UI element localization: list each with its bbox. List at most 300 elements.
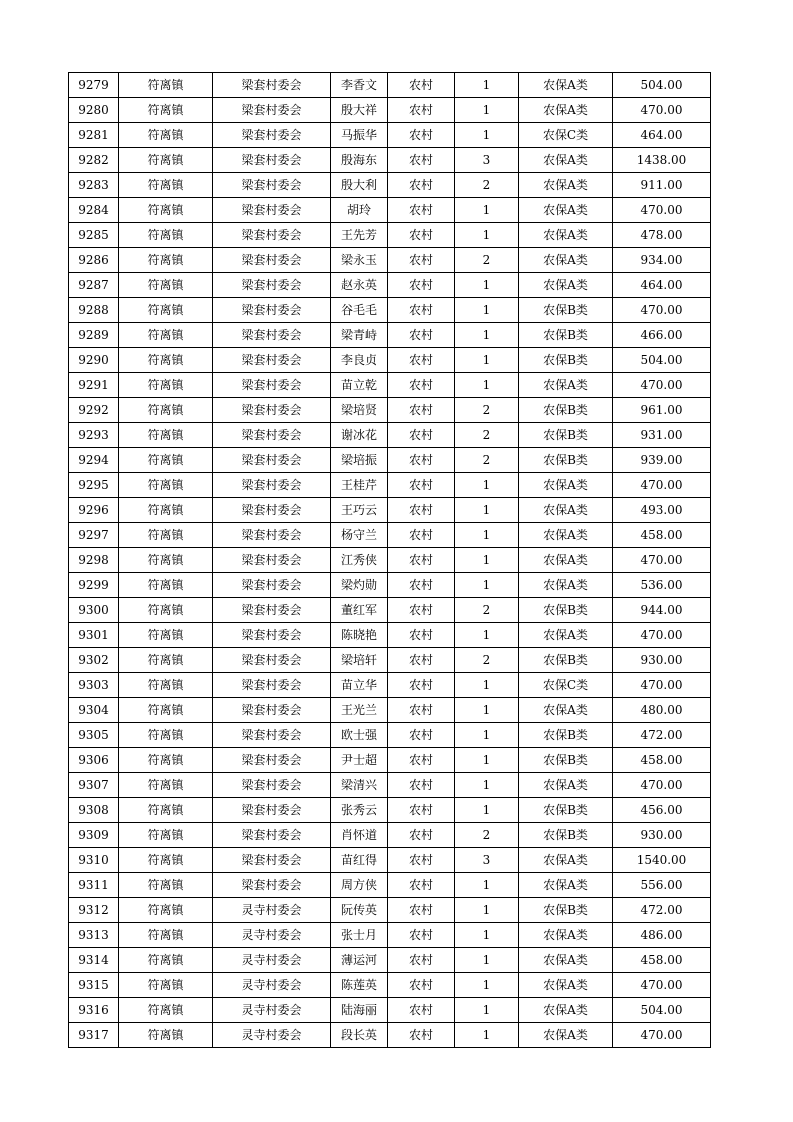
- row-number-cell: 9309: [69, 823, 119, 848]
- table-row: [69, 423, 711, 448]
- household-count-cell: 1: [455, 373, 519, 398]
- household-count-cell: 1: [455, 623, 519, 648]
- insurance-category-cell: 农保A类: [519, 198, 613, 223]
- amount-cell: 493.00: [613, 498, 711, 523]
- amount-cell: 464.00: [613, 273, 711, 298]
- name-cell: 段长英: [331, 1023, 388, 1048]
- amount-cell: 472.00: [613, 898, 711, 923]
- town-cell: 符离镇: [119, 523, 213, 548]
- village-committee-cell: 灵寺村委会: [213, 1023, 331, 1048]
- household-count-cell: 1: [455, 298, 519, 323]
- name-cell: 张士月: [331, 923, 388, 948]
- name-cell: 阮传英: [331, 898, 388, 923]
- row-number-cell: 9296: [69, 498, 119, 523]
- household-count-cell: 3: [455, 848, 519, 873]
- insurance-category-cell: 农保A类: [519, 498, 613, 523]
- table-row: [69, 873, 711, 898]
- row-number-cell: 9294: [69, 448, 119, 473]
- table-row: [69, 773, 711, 798]
- row-number-cell: 9304: [69, 698, 119, 723]
- insurance-category-cell: 农保A类: [519, 923, 613, 948]
- amount-cell: 478.00: [613, 223, 711, 248]
- name-cell: 张秀云: [331, 798, 388, 823]
- town-cell: 符离镇: [119, 773, 213, 798]
- village-committee-cell: 梁套村委会: [213, 198, 331, 223]
- area-type-cell: 农村: [388, 373, 455, 398]
- area-type-cell: 农村: [388, 723, 455, 748]
- row-number-cell: 9292: [69, 398, 119, 423]
- household-count-cell: 2: [455, 448, 519, 473]
- village-committee-cell: 梁套村委会: [213, 873, 331, 898]
- insurance-category-cell: 农保A类: [519, 973, 613, 998]
- table-row: [69, 473, 711, 498]
- household-count-cell: 1: [455, 198, 519, 223]
- insurance-category-cell: 农保B类: [519, 348, 613, 373]
- amount-cell: 470.00: [613, 973, 711, 998]
- village-committee-cell: 梁套村委会: [213, 223, 331, 248]
- town-cell: 符离镇: [119, 923, 213, 948]
- row-number-cell: 9279: [69, 73, 119, 98]
- village-committee-cell: 梁套村委会: [213, 298, 331, 323]
- insurance-category-cell: 农保B类: [519, 598, 613, 623]
- amount-cell: 1540.00: [613, 848, 711, 873]
- village-committee-cell: 梁套村委会: [213, 848, 331, 873]
- town-cell: 符离镇: [119, 648, 213, 673]
- insurance-category-cell: 农保B类: [519, 298, 613, 323]
- row-number-cell: 9317: [69, 1023, 119, 1048]
- insurance-category-cell: 农保B类: [519, 748, 613, 773]
- insurance-category-cell: 农保B类: [519, 448, 613, 473]
- table-row: [69, 848, 711, 873]
- insurance-category-cell: 农保A类: [519, 998, 613, 1023]
- table-row: [69, 248, 711, 273]
- town-cell: 符离镇: [119, 373, 213, 398]
- name-cell: 江秀侠: [331, 548, 388, 573]
- name-cell: 陆海丽: [331, 998, 388, 1023]
- table-row: [69, 373, 711, 398]
- amount-cell: 911.00: [613, 173, 711, 198]
- amount-cell: 458.00: [613, 523, 711, 548]
- row-number-cell: 9302: [69, 648, 119, 673]
- amount-cell: 934.00: [613, 248, 711, 273]
- table-row: [69, 973, 711, 998]
- row-number-cell: 9293: [69, 423, 119, 448]
- insurance-category-cell: 农保B类: [519, 898, 613, 923]
- table-row: [69, 998, 711, 1023]
- village-committee-cell: 梁套村委会: [213, 748, 331, 773]
- village-committee-cell: 梁套村委会: [213, 798, 331, 823]
- village-committee-cell: 梁套村委会: [213, 523, 331, 548]
- household-count-cell: 1: [455, 223, 519, 248]
- area-type-cell: 农村: [388, 523, 455, 548]
- household-count-cell: 1: [455, 98, 519, 123]
- village-committee-cell: 梁套村委会: [213, 623, 331, 648]
- household-count-cell: 1: [455, 523, 519, 548]
- village-committee-cell: 灵寺村委会: [213, 998, 331, 1023]
- area-type-cell: 农村: [388, 323, 455, 348]
- insurance-category-cell: 农保A类: [519, 98, 613, 123]
- household-count-cell: 1: [455, 723, 519, 748]
- name-cell: 肖怀道: [331, 823, 388, 848]
- amount-cell: 939.00: [613, 448, 711, 473]
- name-cell: 苗立华: [331, 673, 388, 698]
- table-row: [69, 623, 711, 648]
- village-committee-cell: 梁套村委会: [213, 473, 331, 498]
- household-count-cell: 1: [455, 1023, 519, 1048]
- village-committee-cell: 梁套村委会: [213, 773, 331, 798]
- village-committee-cell: 灵寺村委会: [213, 948, 331, 973]
- household-count-cell: 2: [455, 648, 519, 673]
- area-type-cell: 农村: [388, 973, 455, 998]
- area-type-cell: 农村: [388, 223, 455, 248]
- insurance-category-cell: 农保B类: [519, 798, 613, 823]
- name-cell: 尹士超: [331, 748, 388, 773]
- insurance-category-cell: 农保A类: [519, 1023, 613, 1048]
- amount-cell: 931.00: [613, 423, 711, 448]
- amount-cell: 464.00: [613, 123, 711, 148]
- household-count-cell: 1: [455, 573, 519, 598]
- area-type-cell: 农村: [388, 548, 455, 573]
- insurance-category-cell: 农保B类: [519, 723, 613, 748]
- table-row: [69, 398, 711, 423]
- row-number-cell: 9291: [69, 373, 119, 398]
- name-cell: 梁青峙: [331, 323, 388, 348]
- town-cell: 符离镇: [119, 748, 213, 773]
- area-type-cell: 农村: [388, 873, 455, 898]
- area-type-cell: 农村: [388, 923, 455, 948]
- amount-cell: 458.00: [613, 748, 711, 773]
- insurance-category-cell: 农保A类: [519, 223, 613, 248]
- table-row: [69, 223, 711, 248]
- name-cell: 苗立乾: [331, 373, 388, 398]
- area-type-cell: 农村: [388, 348, 455, 373]
- row-number-cell: 9284: [69, 198, 119, 223]
- household-count-cell: 1: [455, 748, 519, 773]
- household-count-cell: 1: [455, 773, 519, 798]
- amount-cell: 470.00: [613, 198, 711, 223]
- amount-cell: 504.00: [613, 998, 711, 1023]
- row-number-cell: 9280: [69, 98, 119, 123]
- town-cell: 符离镇: [119, 398, 213, 423]
- row-number-cell: 9312: [69, 898, 119, 923]
- table-row: [69, 573, 711, 598]
- household-count-cell: 1: [455, 123, 519, 148]
- household-count-cell: 1: [455, 798, 519, 823]
- amount-cell: 556.00: [613, 873, 711, 898]
- row-number-cell: 9295: [69, 473, 119, 498]
- town-cell: 符离镇: [119, 73, 213, 98]
- household-count-cell: 1: [455, 923, 519, 948]
- table-row: [69, 723, 711, 748]
- town-cell: 符离镇: [119, 873, 213, 898]
- village-committee-cell: 梁套村委会: [213, 173, 331, 198]
- row-number-cell: 9310: [69, 848, 119, 873]
- village-committee-cell: 梁套村委会: [213, 498, 331, 523]
- town-cell: 符离镇: [119, 473, 213, 498]
- row-number-cell: 9307: [69, 773, 119, 798]
- row-number-cell: 9297: [69, 523, 119, 548]
- amount-cell: 456.00: [613, 798, 711, 823]
- table-row: [69, 448, 711, 473]
- row-number-cell: 9289: [69, 323, 119, 348]
- town-cell: 符离镇: [119, 1023, 213, 1048]
- village-committee-cell: 梁套村委会: [213, 673, 331, 698]
- table-row: [69, 348, 711, 373]
- village-committee-cell: 梁套村委会: [213, 148, 331, 173]
- name-cell: 梁培轩: [331, 648, 388, 673]
- row-number-cell: 9313: [69, 923, 119, 948]
- table-row: [69, 298, 711, 323]
- town-cell: 符离镇: [119, 148, 213, 173]
- insurance-category-cell: 农保B类: [519, 823, 613, 848]
- row-number-cell: 9299: [69, 573, 119, 598]
- row-number-cell: 9303: [69, 673, 119, 698]
- town-cell: 符离镇: [119, 698, 213, 723]
- table-row: [69, 73, 711, 98]
- insurance-category-cell: 农保A类: [519, 173, 613, 198]
- name-cell: 梁永玉: [331, 248, 388, 273]
- town-cell: 符离镇: [119, 973, 213, 998]
- insurance-category-cell: 农保A类: [519, 573, 613, 598]
- insurance-category-cell: 农保B类: [519, 398, 613, 423]
- area-type-cell: 农村: [388, 298, 455, 323]
- name-cell: 谷毛毛: [331, 298, 388, 323]
- area-type-cell: 农村: [388, 148, 455, 173]
- village-committee-cell: 梁套村委会: [213, 348, 331, 373]
- town-cell: 符离镇: [119, 798, 213, 823]
- table-row: [69, 1023, 711, 1048]
- amount-cell: 470.00: [613, 673, 711, 698]
- area-type-cell: 农村: [388, 823, 455, 848]
- row-number-cell: 9314: [69, 948, 119, 973]
- name-cell: 李香文: [331, 73, 388, 98]
- amount-cell: 944.00: [613, 598, 711, 623]
- insurance-category-cell: 农保A类: [519, 848, 613, 873]
- amount-cell: 470.00: [613, 298, 711, 323]
- household-count-cell: 2: [455, 173, 519, 198]
- village-committee-cell: 梁套村委会: [213, 323, 331, 348]
- name-cell: 梁清兴: [331, 773, 388, 798]
- village-committee-cell: 灵寺村委会: [213, 973, 331, 998]
- area-type-cell: 农村: [388, 1023, 455, 1048]
- town-cell: 符离镇: [119, 173, 213, 198]
- name-cell: 欧士强: [331, 723, 388, 748]
- row-number-cell: 9308: [69, 798, 119, 823]
- amount-cell: 961.00: [613, 398, 711, 423]
- row-number-cell: 9298: [69, 548, 119, 573]
- village-committee-cell: 梁套村委会: [213, 123, 331, 148]
- area-type-cell: 农村: [388, 948, 455, 973]
- amount-cell: 504.00: [613, 73, 711, 98]
- amount-cell: 470.00: [613, 548, 711, 573]
- insurance-category-cell: 农保A类: [519, 373, 613, 398]
- household-count-cell: 3: [455, 148, 519, 173]
- town-cell: 符离镇: [119, 598, 213, 623]
- town-cell: 符离镇: [119, 498, 213, 523]
- amount-cell: 930.00: [613, 823, 711, 848]
- row-number-cell: 9282: [69, 148, 119, 173]
- name-cell: 殷海东: [331, 148, 388, 173]
- table-row: [69, 273, 711, 298]
- town-cell: 符离镇: [119, 223, 213, 248]
- town-cell: 符离镇: [119, 323, 213, 348]
- area-type-cell: 农村: [388, 748, 455, 773]
- name-cell: 王巧云: [331, 498, 388, 523]
- town-cell: 符离镇: [119, 248, 213, 273]
- table-row: [69, 748, 711, 773]
- table-row: [69, 898, 711, 923]
- insurance-category-cell: 农保B类: [519, 423, 613, 448]
- amount-cell: 470.00: [613, 373, 711, 398]
- household-count-cell: 2: [455, 598, 519, 623]
- amount-cell: 470.00: [613, 98, 711, 123]
- area-type-cell: 农村: [388, 648, 455, 673]
- amount-cell: 486.00: [613, 923, 711, 948]
- row-number-cell: 9286: [69, 248, 119, 273]
- name-cell: 王先芳: [331, 223, 388, 248]
- name-cell: 梁灼勋: [331, 573, 388, 598]
- amount-cell: 470.00: [613, 1023, 711, 1048]
- table-row: [69, 98, 711, 123]
- town-cell: 符离镇: [119, 298, 213, 323]
- name-cell: 杨守兰: [331, 523, 388, 548]
- area-type-cell: 农村: [388, 198, 455, 223]
- area-type-cell: 农村: [388, 273, 455, 298]
- town-cell: 符离镇: [119, 123, 213, 148]
- row-number-cell: 9306: [69, 748, 119, 773]
- amount-cell: 470.00: [613, 473, 711, 498]
- row-number-cell: 9288: [69, 298, 119, 323]
- table-row: [69, 523, 711, 548]
- row-number-cell: 9316: [69, 998, 119, 1023]
- village-committee-cell: 梁套村委会: [213, 398, 331, 423]
- amount-cell: 458.00: [613, 948, 711, 973]
- town-cell: 符离镇: [119, 448, 213, 473]
- name-cell: 殷大利: [331, 173, 388, 198]
- town-cell: 符离镇: [119, 273, 213, 298]
- table-row: [69, 648, 711, 673]
- name-cell: 赵永英: [331, 273, 388, 298]
- area-type-cell: 农村: [388, 448, 455, 473]
- name-cell: 陈晓艳: [331, 623, 388, 648]
- insurance-category-cell: 农保B类: [519, 648, 613, 673]
- name-cell: 胡玲: [331, 198, 388, 223]
- village-committee-cell: 梁套村委会: [213, 648, 331, 673]
- area-type-cell: 农村: [388, 598, 455, 623]
- table-body: [69, 73, 711, 1048]
- row-number-cell: 9300: [69, 598, 119, 623]
- household-count-cell: 2: [455, 248, 519, 273]
- insurance-category-cell: 农保A类: [519, 948, 613, 973]
- insurance-category-cell: 农保A类: [519, 548, 613, 573]
- area-type-cell: 农村: [388, 98, 455, 123]
- town-cell: 符离镇: [119, 948, 213, 973]
- household-count-cell: 1: [455, 898, 519, 923]
- household-count-cell: 1: [455, 548, 519, 573]
- name-cell: 李良贞: [331, 348, 388, 373]
- table-row: [69, 123, 711, 148]
- amount-cell: 470.00: [613, 773, 711, 798]
- amount-cell: 1438.00: [613, 148, 711, 173]
- village-committee-cell: 梁套村委会: [213, 423, 331, 448]
- table-row: [69, 698, 711, 723]
- name-cell: 谢冰花: [331, 423, 388, 448]
- insurance-category-cell: 农保A类: [519, 873, 613, 898]
- town-cell: 符离镇: [119, 673, 213, 698]
- village-committee-cell: 梁套村委会: [213, 273, 331, 298]
- amount-cell: 504.00: [613, 348, 711, 373]
- household-count-cell: 1: [455, 348, 519, 373]
- area-type-cell: 农村: [388, 173, 455, 198]
- town-cell: 符离镇: [119, 623, 213, 648]
- town-cell: 符离镇: [119, 898, 213, 923]
- table-row: [69, 823, 711, 848]
- insurance-category-cell: 农保A类: [519, 773, 613, 798]
- data-table: [68, 72, 711, 1048]
- row-number-cell: 9305: [69, 723, 119, 748]
- area-type-cell: 农村: [388, 573, 455, 598]
- area-type-cell: 农村: [388, 398, 455, 423]
- insurance-category-cell: 农保A类: [519, 273, 613, 298]
- name-cell: 梁培贤: [331, 398, 388, 423]
- row-number-cell: 9281: [69, 123, 119, 148]
- village-committee-cell: 梁套村委会: [213, 698, 331, 723]
- amount-cell: 472.00: [613, 723, 711, 748]
- household-count-cell: 1: [455, 873, 519, 898]
- area-type-cell: 农村: [388, 498, 455, 523]
- insurance-category-cell: 农保A类: [519, 523, 613, 548]
- village-committee-cell: 梁套村委会: [213, 723, 331, 748]
- area-type-cell: 农村: [388, 623, 455, 648]
- town-cell: 符离镇: [119, 723, 213, 748]
- village-committee-cell: 梁套村委会: [213, 373, 331, 398]
- town-cell: 符离镇: [119, 823, 213, 848]
- household-count-cell: 1: [455, 948, 519, 973]
- household-count-cell: 2: [455, 823, 519, 848]
- area-type-cell: 农村: [388, 848, 455, 873]
- row-number-cell: 9315: [69, 973, 119, 998]
- name-cell: 殷大祥: [331, 98, 388, 123]
- village-committee-cell: 梁套村委会: [213, 448, 331, 473]
- row-number-cell: 9283: [69, 173, 119, 198]
- town-cell: 符离镇: [119, 848, 213, 873]
- area-type-cell: 农村: [388, 998, 455, 1023]
- village-committee-cell: 灵寺村委会: [213, 923, 331, 948]
- insurance-category-cell: 农保C类: [519, 123, 613, 148]
- insurance-category-cell: 农保A类: [519, 698, 613, 723]
- household-count-cell: 1: [455, 498, 519, 523]
- area-type-cell: 农村: [388, 898, 455, 923]
- row-number-cell: 9285: [69, 223, 119, 248]
- name-cell: 苗红得: [331, 848, 388, 873]
- name-cell: 梁培振: [331, 448, 388, 473]
- insurance-category-cell: 农保B类: [519, 323, 613, 348]
- name-cell: 薄运河: [331, 948, 388, 973]
- table-row: [69, 148, 711, 173]
- amount-cell: 470.00: [613, 623, 711, 648]
- household-count-cell: 1: [455, 73, 519, 98]
- row-number-cell: 9311: [69, 873, 119, 898]
- name-cell: 王桂芹: [331, 473, 388, 498]
- household-count-cell: 1: [455, 273, 519, 298]
- household-count-cell: 2: [455, 423, 519, 448]
- town-cell: 符离镇: [119, 348, 213, 373]
- insurance-category-cell: 农保A类: [519, 248, 613, 273]
- area-type-cell: 农村: [388, 698, 455, 723]
- insurance-category-cell: 农保C类: [519, 673, 613, 698]
- area-type-cell: 农村: [388, 798, 455, 823]
- area-type-cell: 农村: [388, 473, 455, 498]
